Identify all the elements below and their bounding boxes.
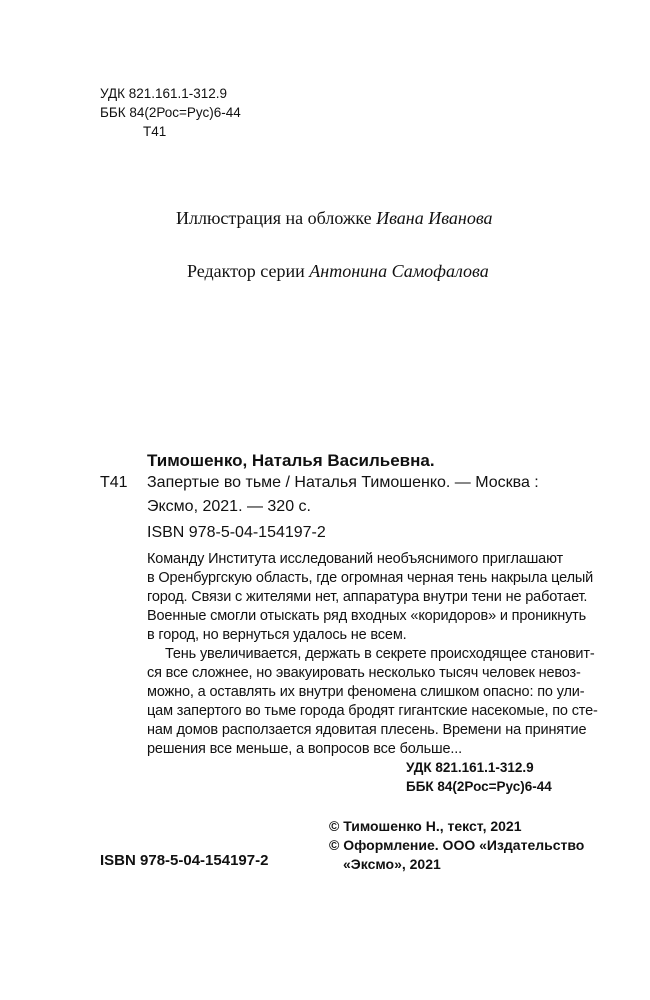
- annotation-line: Команду Института исследований необъяснимого приглашают: [147, 551, 563, 567]
- annotation-line: нам домов расползается ядовитая плесень. Времени на принятие: [147, 722, 587, 738]
- annotation-line: можно, а оставлять их внутри феномена слишком опасно: по ули-: [147, 684, 585, 700]
- copyright-design: © Оформление. ООО «Издательство: [329, 837, 585, 853]
- footer-udk: УДК 821.161.1-312.9: [406, 760, 534, 775]
- bbk-code: ББК 84(2Рос=Рус)6-44: [100, 105, 241, 120]
- illustration-label: Иллюстрация на обложке: [176, 208, 372, 228]
- catalog-title-line2: Эксмо, 2021. — 320 с.: [147, 498, 311, 515]
- annotation-line: город. Связи с жителями нет, аппаратура внутри тени не работает.: [147, 589, 588, 605]
- catalog-isbn: ISBN 978-5-04-154197-2: [147, 524, 326, 541]
- illustration-name: Ивана Иванова: [376, 208, 493, 228]
- catalog-title-line1: Запертые во тьме / Наталья Тимошенко. — Москва :: [147, 474, 539, 491]
- annotation-line: в город, но вернуться удалось не всем.: [147, 627, 407, 643]
- annotation-line: в Оренбургскую область, где огромная черная тень накрыла целый: [147, 570, 594, 586]
- annotation-line: цам запертого во тьме города бродят гигантские насекомые, по сте-: [147, 703, 598, 719]
- editor-label: Редактор серии: [187, 261, 305, 281]
- copyright-text: © Тимошенко Н., текст, 2021: [329, 818, 522, 834]
- editor-credit: [187, 261, 489, 282]
- udk-code: УДК 821.161.1-312.9: [100, 86, 228, 101]
- illustration-credit: [176, 208, 493, 229]
- annotation-line: решения все меньше, а вопросов все больше...: [147, 741, 463, 757]
- footer-isbn: ISBN 978-5-04-154197-2: [100, 852, 269, 869]
- editor-name: Антонина Самофалова: [309, 261, 489, 281]
- annotation-line: Тень увеличивается, держать в секрете происходящее становит-: [165, 646, 595, 662]
- copyright-publisher: «Эксмо», 2021: [343, 856, 441, 872]
- catalog-mark: Т41: [100, 474, 128, 491]
- footer-bbk: ББК 84(2Рос=Рус)6-44: [406, 779, 552, 794]
- annotation-line: Военные смогли отыскать ряд входных «коридоров» и проникнуть: [147, 608, 587, 624]
- annotation-line: ся все сложнее, но эвакуировать несколько тысяч человек невоз-: [147, 665, 581, 681]
- catalog-author: Тимошенко, Наталья Васильевна.: [147, 451, 435, 470]
- author-mark: Т41: [143, 124, 167, 139]
